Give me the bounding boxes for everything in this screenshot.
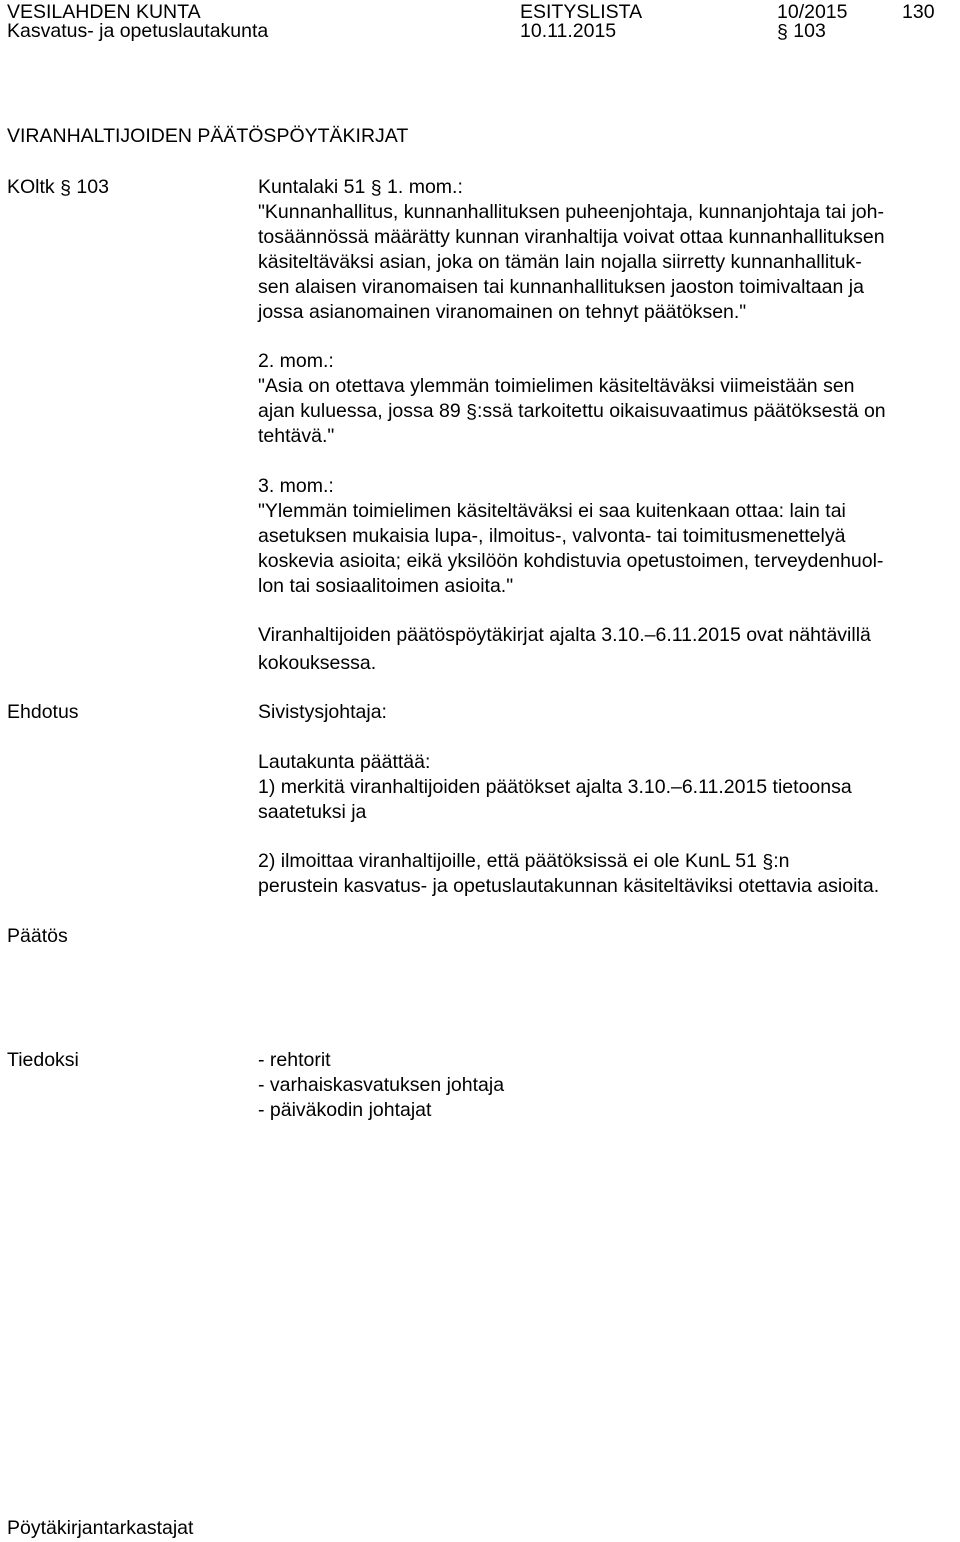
paragraph1-line: tosäännössä määrätty kunnan viranhaltija voivat ottaa kunnanhallituksen (258, 226, 885, 248)
footer-label: Pöytäkirjantarkastajat (7, 1517, 194, 1539)
mom3-line: "Ylemmän toimielimen käsiteltäväksi ei saa kuitenkaan ottaa: lain tai (258, 500, 846, 522)
mom3-heading: 3. mom.: (258, 475, 334, 497)
mom3-line: koskevia asioita; eikä yksilöön kohdistuvia opetustoimen, terveydenhuol- (258, 550, 884, 572)
header-section (777, 22, 826, 43)
mom2-heading: 2. mom.: (258, 350, 334, 372)
intro-law: Kuntalaki 51 (258, 176, 366, 198)
paragraph1-line: käsiteltäväksi asian, joka on tämän lain nojalla siirretty kunnanhallituk- (258, 251, 862, 273)
page-number: 130 (902, 1, 935, 23)
meeting-number: 10/2015 (777, 1, 848, 23)
item-ref-label: KOltk (7, 176, 55, 198)
info-recipient: - päiväkodin johtajat (258, 1099, 432, 1121)
decision-label: Päätös (7, 925, 68, 947)
paragraph1-line: "Kunnanhallitus, kunnanhallituksen puheenjohtaja, kunnanjohtaja tai joh- (258, 201, 884, 223)
info-recipient: - rehtorit (258, 1049, 331, 1071)
info-recipient: - varhaiskasvatuksen johtaja (258, 1074, 505, 1096)
proposal-item2-text: 2) ilmoittaa viranhaltijoille, että päätöksissä ei ole KunL 51 (258, 850, 757, 872)
availability-line: kokouksessa. (258, 652, 377, 674)
proposal-item1: saatetuksi ja (258, 801, 367, 823)
proposal-item2 (258, 852, 790, 873)
section-sign: § (762, 851, 774, 873)
mom2-text: ajan kuluessa, jossa 89 (258, 400, 461, 422)
proposal-item2-text: :n (773, 850, 790, 872)
mom2-line (258, 402, 886, 423)
section-sign: § (370, 177, 382, 199)
mom2-text: :ssä tarkoitettu oikaisuvaatimus päätöksestä on (477, 400, 886, 422)
header-section-number: 103 (793, 20, 826, 42)
intro-mom: 1. mom.: (387, 176, 463, 198)
intro-line (258, 178, 463, 199)
mom3-line: lon tai sosiaalitoimen asioita." (258, 575, 514, 597)
proposal-label: Ehdotus (7, 701, 79, 723)
paragraph1-line: sen alaisen viranomaisen tai kunnanhallituksen jaoston toimivaltaan ja (258, 276, 864, 298)
section-sign: § (777, 21, 788, 43)
mom2-line: "Asia on otettava ylemmän toimielimen käsiteltäväksi viimeistään sen (258, 375, 855, 397)
item-ref-number: 103 (76, 176, 109, 198)
section-sign: § (466, 401, 477, 423)
proposal-item1: 1) merkitä viranhaltijoiden päätökset ajalta 3.10.–6.11.2015 tietoonsa (258, 776, 852, 798)
paragraph1-line: jossa asianomainen viranomainen on tehnyt päätöksen." (258, 301, 747, 323)
info-label: Tiedoksi (7, 1049, 79, 1071)
section-sign: § (60, 177, 71, 199)
availability-line: Viranhaltijoiden päätöspöytäkirjat ajalta 3.10.–6.11.2015 ovat nähtävillä (258, 624, 871, 646)
proposal-presenter: Sivistysjohtaja: (258, 701, 387, 723)
mom3-line: asetuksen mukaisia lupa-, ilmoitus-, valvonta- tai toimitusmenettelyä (258, 525, 846, 547)
municipality-name: VESILAHDEN KUNTA (7, 1, 201, 23)
item-title: VIRANHALTIJOIDEN PÄÄTÖSPÖYTÄKIRJAT (7, 125, 409, 147)
document-type: ESITYSLISTA (520, 1, 643, 23)
board-name: Kasvatus- ja opetuslautakunta (7, 20, 269, 42)
proposal-decides: Lautakunta päättää: (258, 751, 431, 773)
meeting-date: 10.11.2015 (520, 20, 617, 42)
proposal-item2: perustein kasvatus- ja opetuslautakunnan käsiteltäviksi otettavia asioita. (258, 875, 880, 897)
mom2-line: tehtävä." (258, 425, 335, 447)
item-reference (7, 178, 109, 199)
